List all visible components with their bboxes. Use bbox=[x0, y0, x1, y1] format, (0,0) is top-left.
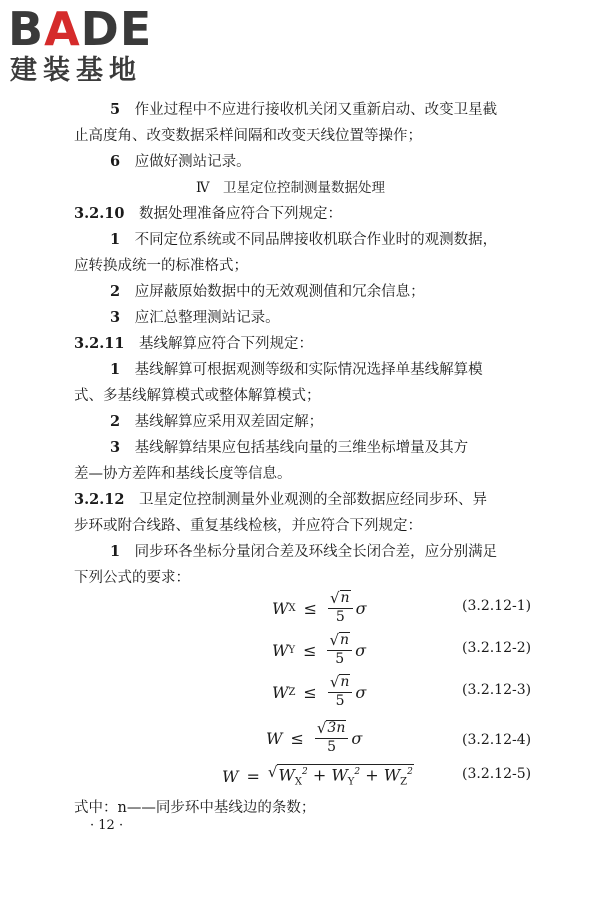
item-2: 2 基线解算应采用双差固定解； bbox=[110, 413, 324, 430]
item-5-cont: 止高度角、改变数据采样间隔和改变天线位置等操作； bbox=[74, 128, 422, 144]
equation-number: (3.2.12-1) bbox=[462, 598, 532, 614]
equation-number: (3.2.12-5) bbox=[462, 766, 532, 782]
formula-3-2-12-5: W = √ $W_X^2 + W_Y^2 + W_Z^2$ (3.2.12-5) bbox=[222, 763, 532, 788]
formula-3-2-12-1: W X ≤ √ n 5 σ (3.2.12-1) bbox=[272, 589, 532, 625]
page-number: · 12 · bbox=[90, 818, 124, 833]
formula-3-2-12-4: W ≤ √ 3n 5 σ (3.2.12-4) bbox=[266, 719, 532, 755]
item-1: 1 不同定位系统或不同品牌接收机联合作业时的观测数据， bbox=[110, 231, 498, 248]
item-1-cont: 下列公式的要求： bbox=[74, 570, 190, 586]
bade-logo bbox=[8, 4, 178, 88]
equation-number: (3.2.12-3) bbox=[462, 682, 532, 698]
logo-wordmark: BADE bbox=[8, 2, 153, 56]
item-3-cont: 差—协方差阵和基线长度等信息。 bbox=[74, 466, 292, 482]
item-1: 1 同步环各坐标分量闭合差及环线全长闭合差，应分别满足 bbox=[110, 543, 498, 560]
equation-number: (3.2.12-2) bbox=[462, 640, 532, 656]
item-1: 1 基线解算可根据观测等级和实际情况选择单基线解算模 bbox=[110, 361, 483, 378]
clause-3-2-10: 3.2.10 数据处理准备应符合下列规定： bbox=[74, 205, 342, 222]
item-2: 2 应屏蔽原始数据中的无效观测值和冗余信息； bbox=[110, 283, 425, 300]
formula-3-2-12-2: W Y ≤ √ n 5 σ (3.2.12-2) bbox=[272, 631, 532, 667]
clause-3-2-12-cont: 步环或附合线路、重复基线检核，并应符合下列规定： bbox=[74, 518, 422, 534]
formula-3-2-12-3: W Z ≤ √ n 5 σ (3.2.12-3) bbox=[272, 673, 532, 709]
item-1-cont: 式、多基线解算模式或整体解算模式； bbox=[74, 388, 321, 404]
where-clause: 式中：n——同步环中基线边的条数； bbox=[74, 800, 316, 816]
logo-subtitle: 建装基地 bbox=[10, 55, 142, 86]
item-1-cont: 应转换成统一的标准格式； bbox=[74, 258, 248, 274]
section-heading: Ⅳ 卫星定位控制测量数据处理 bbox=[196, 180, 385, 196]
item-6: 6 应做好测站记录。 bbox=[110, 153, 251, 170]
item-5: 5 作业过程中不应进行接收机关闭又重新启动、改变卫星截 bbox=[110, 101, 498, 118]
clause-3-2-11: 3.2.11 基线解算应符合下列规定： bbox=[74, 335, 313, 352]
item-3: 3 基线解算结果应包括基线向量的三维坐标增量及其方 bbox=[110, 439, 469, 456]
clause-3-2-12: 3.2.12 卫星定位控制测量外业观测的全部数据应经同步环、异 bbox=[74, 491, 487, 508]
equation-number: (3.2.12-4) bbox=[462, 732, 532, 748]
item-3: 3 应汇总整理测站记录。 bbox=[110, 309, 280, 326]
